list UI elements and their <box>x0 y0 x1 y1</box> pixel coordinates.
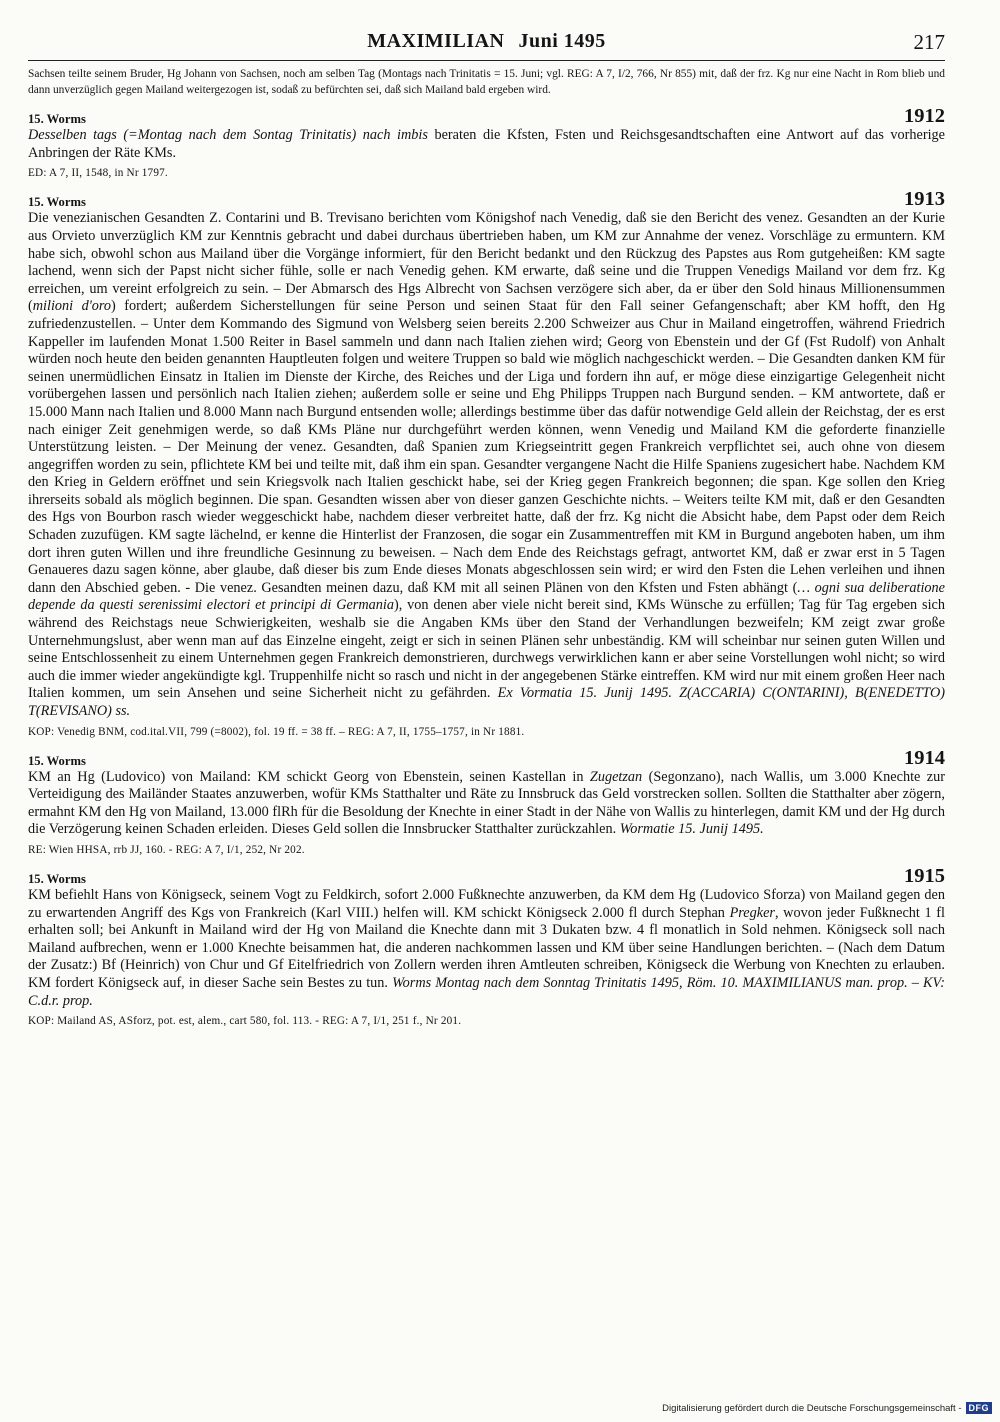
entry-number: 1913 <box>904 188 945 211</box>
entry-place: 15. Worms <box>28 195 86 210</box>
running-title <box>28 30 945 53</box>
entry-source: KOP: Venedig BNM, cod.ital.VII, 799 (=8002), fol. 19 ff. = 38 ff. – REG: A 7, II, 1755–1757, in Nr 1881. <box>28 725 525 738</box>
entry-body <box>28 769 945 839</box>
running-header <box>28 30 945 61</box>
entry-header <box>28 105 945 128</box>
entry-list <box>28 105 946 1029</box>
italic-text: Pregker <box>729 904 775 921</box>
body-text: KM an Hg (Ludovico) von Mailand: KM schickt Georg von Ebenstein, seinen Kastellan in <box>28 768 590 785</box>
entry-place: 15. Worms <box>28 871 86 886</box>
entry-header <box>28 188 945 211</box>
italic-text: Worms Montag nach dem Sonntag Trinitatis 1495, Röm. 10. MAXIMILIANUS man. prop. – KV: C.d.r. prop. <box>28 974 946 1009</box>
entry-body <box>28 210 945 720</box>
digitization-footer <box>662 1402 992 1414</box>
body-text: , wovon jeder Fußknecht 1 fl erhalten soll; bei Ankunft in Mailand wird der Hg von Mailand die Knechte dann mit 3 Dukaten bzw. 4 fl monatlich in Sold nehmen. Königseck soll nach Mailand aufbrechen, wenn er 1.000 Knechte beisammen hat, die anderen nachkommen lassen und KM über seine Handlungen berichten. – (Nach dem Datum der Zusatz:) Bf (Heinrich) von Chur und Gf Eitelfriedrich von Zollern werden ihren Amtleuten schreiben, Königseck die Werbung von Knechten zu erlauben. KM fordert Königseck auf, in dieser Sache sein Bestes zu tun. <box>28 904 945 991</box>
entry-1912 <box>28 105 946 181</box>
italic-text: Ex Vormatia 15. Junij 1495. Z(ACCARIA) C(ONTARINI), B(ENEDETTO) T(REVISANO) ss. <box>28 685 945 719</box>
italic-text: … ogni sua deliberatione depende da questi serenissimi electori et principi di Germania <box>28 579 945 614</box>
italic-text: milioni d'oro <box>32 298 112 315</box>
body-text: Die venezianischen Gesandten Z. Contarini und B. Trevisano berichten vom Königshof nach Venedig, daß sie den Bericht des venez. Gesandten an der Kurie aus Orvieto unverzüglich KM zur Kenntnis gebracht und dabei durchaus übertrieben haben, um KM zur Annahme der venez. Vorschläge zu ermuntern. KM habe sich, obwohl schon aus Mailand über die Vorgänge informiert, für den Bericht bedankt und den Rückzug des Papstes aus Rom gutgeheißen: KM sagte lachend, wenn sich der Papst nicht sicher fühle, solle er nach Venedig gehen. KM erwarte, daß seine und die Truppen Venedigs Mailand vor dem frz. Kg erreichen, um vereint erfolgreich zu sein. – Der Abmarsch des Hgs Albrecht von Sachsen verzögere sich aber, da er über den Sold hinaus Millionensummen ( <box>28 210 945 315</box>
title-name: MAXIMILIAN <box>367 30 505 52</box>
page-number: 217 <box>913 30 945 54</box>
body-text: (Segonzano), nach Wallis, um 3.000 Knechte zur Verteidigung des Mailänder Staates anzuwerben, wofür KMs Statthalter und Räte zu Innsbruck das Geld vorstrecken sollen. Sollten die Statthalter aber zögern, ermahnt KM den Hg von Mailand, 13.000 flRh für die Besoldung der Knechte in einer Stadt in der Nähe von Wallis zu hinterlegen, damit KM und der Hg durch die Verzögerung keinen Schaden erleiden. Dieses Geld sollen die Innsbrucker Statthalter zurückzahlen. <box>28 768 945 838</box>
entry-source: KOP: Mailand AS, ASforz, pot. est, alem., cart 580, fol. 113. - REG: A 7, I/1, 251 f., Nr 201. <box>28 1015 462 1028</box>
dfg-logo-icon: DFG <box>966 1402 993 1414</box>
body-text: beraten die Kfsten, Fsten und Reichsgesandtschaften eine Antwort auf das vorherige Anbringen der Räte KMs. <box>28 127 946 161</box>
entry-number: 1912 <box>904 105 945 128</box>
italic-text: Wormatie 15. Junij 1495. <box>619 821 764 838</box>
footer-text: Digitalisierung gefördert durch die Deutsche Forschungsgemeinschaft - <box>662 1402 962 1414</box>
entry-body <box>28 127 945 162</box>
entry-1913 <box>28 188 945 739</box>
body-text: ), von denen aber viele nicht bereit sind, KMs Wünsche zu erfüllen; Tag für Tag ergeben sich während des Reichstags neue Schwierigkeiten, weshalb sie die Angaben KMs über den Stand der Verhandlungen bezweifeln; KM zeigt zwar große Unternehmungslust, aber wenn man auf das Einzelne eingeht, zeigt er sich in seinen Plänen sehr unbeständig. KM will scheinbar nur seinen guten Willen und seine Entschlossenheit zu einem Unternehmen gegen Frankreich demonstrieren, durchwegs verwirklichen kann er aber seine Vorstellungen wohl nicht; so wird auch die immer wieder angekündigte kgl. Truppenhilfe nicht so rasch und nicht in der angegebenen Stärke eintreffen. KM wird nur mit einem großen Heer nach Italien kommen, um sein Ansehen und seine Sicherheit nicht zu gefährden. <box>28 597 945 702</box>
title-date: Juni 1495 <box>518 30 606 52</box>
entry-header <box>28 864 945 887</box>
entry-1915 <box>28 864 946 1029</box>
body-text: ) fordert; außerdem Sicherstellungen für seine Person und seinen Staat für den Fall seiner Gefangenschaft; aber KM hofft, den Hg zufriedenzustellen. – Unter dem Kommando des Sigmund von Welsberg seien bereits 2.200 Schweizer aus Chur in Mailand eingetroffen, während Friedrich Kappeller im laufenden Monat 1.500 Reiter in Basel sammeln und dann nach Italien ziehen wird; Georg von Ebenstein und der Gf (Fst Rudolf) von Anhalt würden noch heute den beiden genannten Hauptleuten folgen und weitere Truppen so bald wie möglich nachgeschickt werden. – Die Gesandten danken KM für seinen unermüdlichen Einsatz in Italien im Dienste der Kirche, des Reiches und der Liga und fordern ihn auf, er möge diese einzigartige Gelegenheit nicht vorübergehen lassen und persönlich nach Italien ziehen; außerdem solle er seine und Ehg Philipps Truppen nach Burgund senden. – KM antwortete, daß er 15.000 Mann nach Italien und 8.000 Mann nach Burgund entsenden wolle; allerdings bestimme über das dafür notwendige Geld allein der Reichstag, der es erst nach einiger Zeit genehmigen werde, so daß KMs Pläne nur durchgeführt werden können, wenn Venedig und Mailand KM die geforderte finanzielle Unterstützung leisten. – Der Meinung der venez. Gesandten, daß Spanien zum Kriegseintritt gegen Frankreich verpflichtet sei, auch ohne von diesem angegriffen worden zu sein, pflichtete KM bei und teilte mit, daß ihm ein span. Gesandter vergangene Nacht die Hilfe Spaniens zugesichert habe. Nachdem KM den Krieg in Geldern eröffnet und sein Kriegsvolk nach Italien geschickt habe, sei der Krieg gegen Frankreich begonnen; die span. Kge sollen den Krieg ihrerseits sobald als möglich beginnen. Die span. Gesandten wissen aber von dieser ganzen Geschichte nichts. – Weiters teilte KM mit, daß er den Gesandten des Hgs von Bourbon rasch wieder weggeschickt habe, nachdem dieser verbreitet hatte, daß der frz. Kg nicht die Absicht habe, dem Papst oder dem Reich Schaden zuzufügen. KM sagte lächelnd, er kenne die Hinterlist der Franzosen, die sogar ein Zusammentreffen mit KM in Burgund angeboten haben, um ihm dort ihren guten Willen und ihre freundliche Gesinnung zu beweisen. – Nach dem Ende des Reichstags gefragt, antwortet KM, daß er zwar erst in 5 Tagen Genaueres dazu sagen könne, aber glaube, daß dieser bis zum Ende dieses Monats abgeschlossen sein wird; er wird den Fsten die Lehen verleihen und ihnen dann den Abschied geben. - Die venez. Gesandten meinen dazu, daß KM mit all seinen Plänen von den Kfsten und Fsten abhängt ( <box>28 298 945 596</box>
body-text: KM befiehlt Hans von Königseck, seinem Vogt zu Feldkirch, sofort 2.000 Fußknechte anzuwerben, da KM dem Hg (Ludovico Sforza) von Mailand gegen den zu erwartenden Angriff des Kgs von Frankreich (Karl VIII.) helfen will. KM schickt Königseck 2.000 fl durch Stephan <box>28 886 945 921</box>
lead-paragraph: Sachsen teilte seinem Bruder, Hg Johann von Sachsen, noch am selben Tag (Montags nach Trinitatis = 15. Juni; vgl. REG: A 7, I/2, 766, Nr 855) mit, daß der frz. Kg nur eine Nacht in Rom blieb und dann unverzüglich gegen Mailand weitergezogen ist, sodaß zu befürchten sei, daß sich Mailand bald ergeben wird. <box>28 68 945 96</box>
entry-header <box>28 746 945 769</box>
entry-number: 1914 <box>904 746 945 769</box>
italic-text: Desselben tags (=Montag nach dem Sontag Trinitatis) nach imbis <box>28 127 428 144</box>
entry-place: 15. Worms <box>28 112 86 127</box>
entry-1914 <box>28 746 945 858</box>
entry-number: 1915 <box>904 864 945 887</box>
entry-source: RE: Wien HHSA, rrb JJ, 160. - REG: A 7, I/1, 252, Nr 202. <box>28 843 305 856</box>
entry-place: 15. Worms <box>28 753 86 768</box>
document-page <box>28 30 945 1029</box>
entry-source: ED: A 7, II, 1548, in Nr 1797. <box>28 167 168 180</box>
italic-text: Zugetzan <box>589 768 643 785</box>
entry-body <box>28 887 945 1010</box>
